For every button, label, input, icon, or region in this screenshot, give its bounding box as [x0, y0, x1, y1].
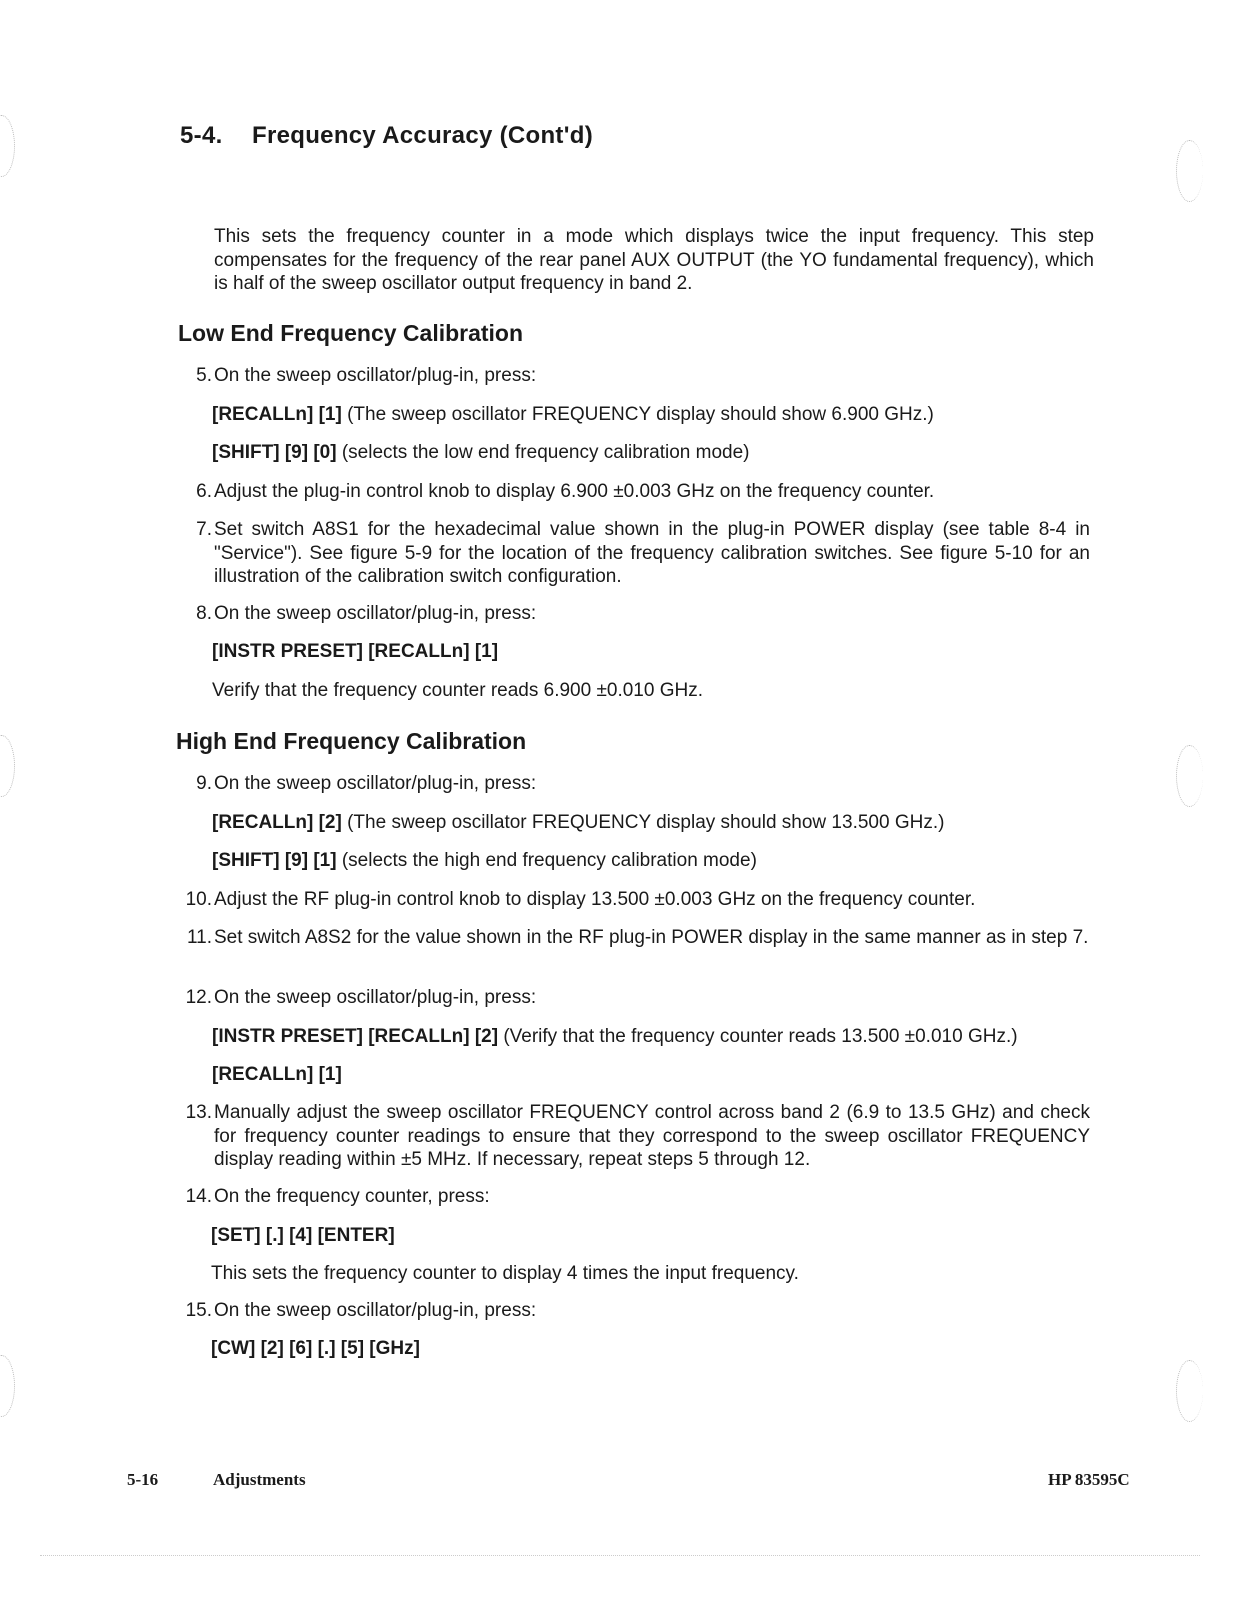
step-text: On the frequency counter, press:: [214, 1186, 490, 1207]
step-text: On the sweep oscillator/plug-in, press:: [214, 773, 537, 794]
step-text: Set switch A8S1 for the hexadecimal value shown in the plug-in POWER display (see table 8-4 in "Service"). See figure 5-9 for the location of the frequency calibration switches. See figure 5-10 for an illustration of the calibration switch configuration.: [214, 519, 1090, 587]
scan-edge-divider: [40, 1555, 1200, 1556]
step-number: 9.: [196, 773, 212, 794]
key-sequence-note: (Verify that the frequency counter reads 13.500 ±0.010 GHz.): [503, 1026, 1018, 1047]
note-text: This sets the frequency counter to display 4 times the input frequency.: [211, 1263, 799, 1284]
key-sequence: [212, 1063, 1092, 1087]
step-text: On the sweep oscillator/plug-in, press:: [214, 1300, 537, 1321]
key-sequence: [212, 1025, 1092, 1049]
key-sequence: [212, 441, 1092, 465]
step-number: 7.: [196, 519, 212, 540]
section-number: 5-4.: [180, 122, 223, 149]
key-sequence-note: (The sweep oscillator FREQUENCY display should show 13.500 GHz.): [347, 812, 945, 833]
step-number: 6.: [196, 481, 212, 502]
key-sequence: [211, 1224, 1091, 1248]
punch-hole-mark: [1176, 745, 1203, 807]
step-number: 12.: [185, 987, 212, 1008]
key-sequence-keys: [RECALLn] [1]: [212, 404, 342, 425]
key-sequence-keys: [RECALLn] [1]: [212, 1064, 342, 1085]
key-sequence: [212, 403, 1092, 427]
intro-paragraph: This sets the frequency counter in a mode which displays twice the input frequency. This step compensates for the frequency of the rear panel AUX OUTPUT (the YO fundamental frequency), which is half of the sweep oscillator output frequency in band 2.: [214, 226, 1094, 294]
key-sequence: [212, 640, 1092, 664]
step-number: 14.: [185, 1186, 212, 1207]
verify-text: Verify that the frequency counter reads 6.900 ±0.010 GHz.: [212, 680, 703, 701]
key-sequence-keys: [SHIFT] [9] [0]: [212, 442, 337, 463]
key-sequence-keys: [INSTR PRESET] [RECALLn] [1]: [212, 641, 499, 662]
step-text: On the sweep oscillator/plug-in, press:: [214, 987, 537, 1008]
punch-hole-mark: [0, 735, 15, 797]
step-text: Set switch A8S2 for the value shown in the RF plug-in POWER display in the same manner as in step 7.: [214, 927, 1089, 948]
key-sequence: [212, 811, 1092, 835]
page-number: 5-16: [127, 1470, 159, 1489]
step-text: On the sweep oscillator/plug-in, press:: [214, 365, 537, 386]
step-number: 5.: [196, 365, 212, 386]
chapter-name: Adjustments: [213, 1470, 306, 1489]
step-number: 13.: [185, 1102, 212, 1123]
key-sequence: [211, 1337, 1091, 1361]
key-sequence-keys: [CW] [2] [6] [.] [5] [GHz]: [211, 1338, 420, 1359]
step-text: On the sweep oscillator/plug-in, press:: [214, 603, 537, 624]
model-number: HP 83595C: [1048, 1470, 1130, 1489]
punch-hole-mark: [1176, 1360, 1203, 1422]
step-number: 10.: [185, 889, 212, 910]
step-number: 11.: [186, 927, 212, 948]
punch-hole-mark: [1176, 140, 1203, 202]
key-sequence: [212, 849, 1092, 873]
step-number: 15.: [185, 1300, 212, 1321]
punch-hole-mark: [0, 1355, 15, 1417]
key-sequence-keys: [SHIFT] [9] [1]: [212, 850, 337, 871]
key-sequence-note: (selects the low end frequency calibration mode): [341, 442, 750, 463]
punch-hole-mark: [0, 115, 15, 177]
key-sequence-keys: [SET] [.] [4] [ENTER]: [211, 1225, 395, 1246]
step-text: Adjust the plug-in control knob to display 6.900 ±0.003 GHz on the frequency counter.: [214, 481, 935, 502]
key-sequence-keys: [RECALLn] [2]: [212, 812, 342, 833]
key-sequence-note: (selects the high end frequency calibration mode): [341, 850, 757, 871]
step-text: Adjust the RF plug-in control knob to display 13.500 ±0.003 GHz on the frequency counter.: [214, 889, 976, 910]
step-text: Manually adjust the sweep oscillator FREQUENCY control across band 2 (6.9 to 13.5 GHz) and check for frequency counter readings to ensure that they correspond to the sweep oscillator FREQUENCY display reading within ±5 MHz. If necessary, repeat steps 5 through 12.: [214, 1102, 1090, 1170]
key-sequence-keys: [INSTR PRESET] [RECALLn] [2]: [212, 1026, 499, 1047]
section-title-text: Frequency Accuracy (Cont'd): [252, 122, 593, 149]
high-end-heading: High End Frequency Calibration: [176, 728, 527, 754]
step-number: 8.: [196, 603, 212, 624]
key-sequence-note: (The sweep oscillator FREQUENCY display should show 6.900 GHz.): [347, 404, 934, 425]
low-end-heading: Low End Frequency Calibration: [178, 320, 524, 346]
section-title: [180, 122, 593, 150]
